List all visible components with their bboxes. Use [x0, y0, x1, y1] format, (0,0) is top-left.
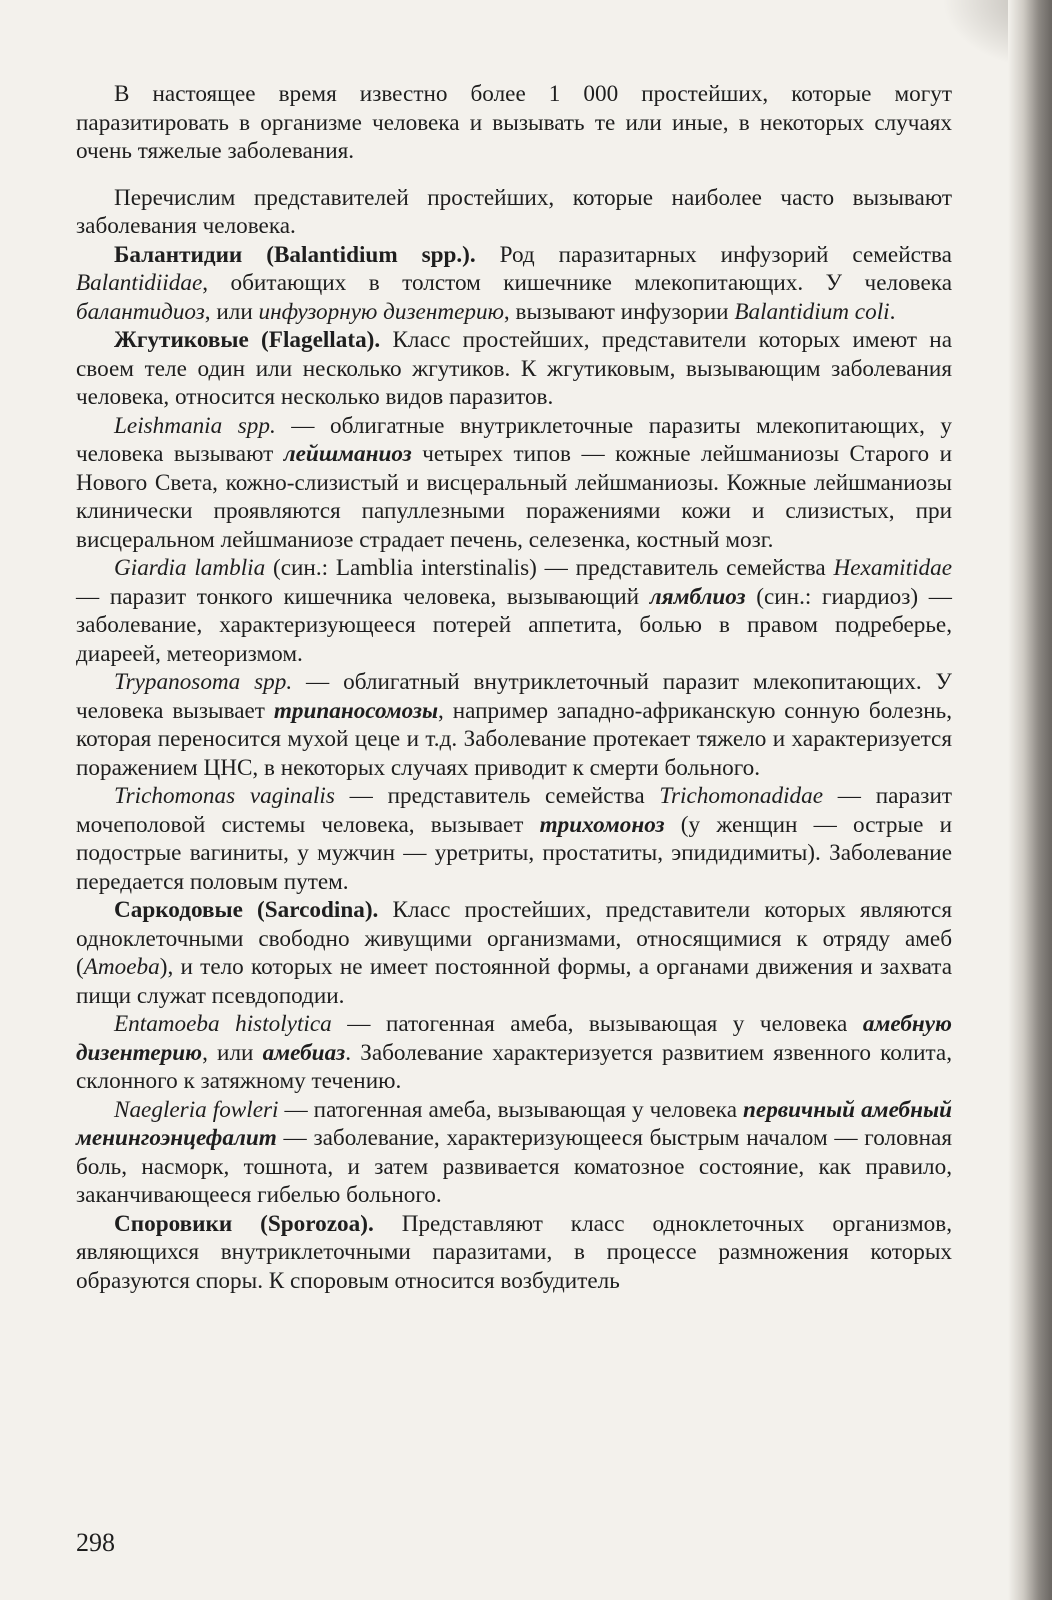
- giardia-name: Giardia lamblia: [114, 555, 266, 581]
- sarcodina-heading: Саркодовые (Sarcodina).: [114, 897, 379, 923]
- sarcodina-paragraph: Саркодовые (Sarcodina). Класс простейших, представители которых являются одноклеточными свободно живущими организмами, относящимися к отряду амеб (Amoeba), и тело которых не имеет постоянной формы, а органами движения и захвата пищи служат псевдоподии.: [76, 897, 952, 1009]
- intro-paragraph: В настоящее время известно более 1 000 простейших, которые могут паразитировать в организме человека и вызывать те или иные, в некоторых случаях очень тяжелые заболевания.: [76, 81, 952, 164]
- book-spine-shadow: [1008, 0, 1052, 1600]
- naegleria-name: Naegleria fowleri: [114, 1096, 279, 1123]
- sarcodina-order: Amoeba: [83, 954, 160, 980]
- sporozoa-heading: Споровики (Sporozoa).: [114, 1210, 374, 1237]
- giardia-family: Hexamitidae: [833, 555, 952, 581]
- page-body: [76, 80, 952, 1295]
- balantidia-paragraph: Балантидии (Balantidium spp.). Род паразитарных инфузорий семейства Balantidiidae, обитающих в толстом кишечнике млекопитающих. У человека балантидиоз, или инфузорную дизентерию, вызывают инфузории Balantidium coli.: [76, 241, 952, 325]
- naegleria-disease: первичный амебный менингоэнцефалит: [76, 1096, 952, 1151]
- giardia-paragraph: Giardia lamblia (син.: Lamblia interstinalis) — представитель семейства Hexamitidae — паразит тонкого кишечника человека, вызывающий лямблиоз (син.: гиардиоз) — заболевание, характеризующееся потерей аппетита, болью в правом подреберье, диареей, метеоризмом.: [76, 555, 952, 667]
- trichomonas-disease: трихомоноз: [539, 811, 665, 838]
- trypanosoma-disease: трипаносомозы: [273, 697, 439, 724]
- trichomonas-family: Trichomonadidae: [659, 783, 824, 809]
- entamoeba-name: Entamoeba histolytica: [114, 1011, 332, 1037]
- balantidia-disease-alt: инфузорную дизентерию: [258, 298, 504, 325]
- flagellata-paragraph: Жгутиковые (Flagellata). Класс простейших, представители которых имеют на своем теле один или несколько жгутиков. К жгутиковым, вызывающим заболевания человека, относится несколько видов паразитов.: [76, 327, 952, 410]
- leishmania-paragraph: Leishmania spp. — облигатные внутриклеточные паразиты млекопитающих, у человека вызывают лейшманиоз четырех типов — кожные лейшманиозы Старого и Нового Света, кожно-слизистый и висцеральный лейшманиозы. Кожные лейшманиозы клинически проявляются папуллезными поражениями кожи и слизистых, при висцеральном лейшманиозе страдает печень, селезенка, костный мозг.: [76, 412, 953, 553]
- balantidia-family: Balantidiidae: [76, 270, 203, 296]
- balantidia-disease: балантидиоз: [76, 298, 205, 325]
- trypanosoma-name: Trypanosoma spp.: [114, 669, 293, 695]
- intro-list-paragraph: Перечислим представителей простейших, которые наиболее часто вызывают заболевания человека.: [76, 184, 952, 239]
- entamoeba-disease-alt: амебиаз: [262, 1039, 346, 1066]
- trichomonas-name: Trichomonas vaginalis: [114, 783, 335, 809]
- naegleria-paragraph: Naegleria fowleri — патогенная амеба, вызывающая у человека первичный амебный менингоэнцефалит — заболевание, характеризующееся быстрым началом — головная боль, насморк, тошнота, и затем развивается коматозное состояние, как правило, заканчивающееся гибелью больного.: [76, 1096, 952, 1208]
- balantidia-heading: Балантидии (Balantidium spp.).: [114, 241, 476, 268]
- sporozoa-paragraph: Споровики (Sporozoa). Представляют класс одноклеточных организмов, являющихся внутриклеточными паразитами, в процессе размножения которых образуются споры. К споровым относится возбудитель: [76, 1210, 952, 1294]
- entamoeba-paragraph: Entamoeba histolytica — патогенная амеба, вызывающая у человека амебную дизентерию, или амебиаз. Заболевание характеризуется развитием язвенного колита, склонного к затяжному течению.: [76, 1011, 953, 1094]
- flagellata-heading: Жгутиковые (Flagellata).: [114, 327, 381, 353]
- leishmania-name: Leishmania spp.: [114, 412, 276, 439]
- page-number: 298: [76, 1528, 115, 1557]
- balantidia-species: Balantidium coli: [734, 298, 890, 325]
- giardia-disease: лямблиоз: [649, 583, 746, 610]
- leishmania-disease: лейшманиоз: [283, 441, 412, 467]
- trypanosoma-paragraph: Trypanosoma spp. — облигатный внутриклеточный паразит млекопитающих. У человека вызывает трипаносомозы, например западно-африканскую сонную болезнь, которая переносится мухой цеце и т.д. Заболевание протекает тяжело и характеризуется поражением ЦНС, в некоторых случаях приводит к смерти больного.: [76, 669, 952, 781]
- entamoeba-disease: амебную дизентерию: [76, 1011, 952, 1066]
- trichomonas-paragraph: Trichomonas vaginalis — представитель семейства Trichomonadidae — паразит мочеполовой системы человека, вызывает трихомоноз (у женщин — острые и подострые вагиниты, у мужчин — уретриты, простатиты, эпидидимиты). Заболевание передается половым путем.: [76, 783, 952, 895]
